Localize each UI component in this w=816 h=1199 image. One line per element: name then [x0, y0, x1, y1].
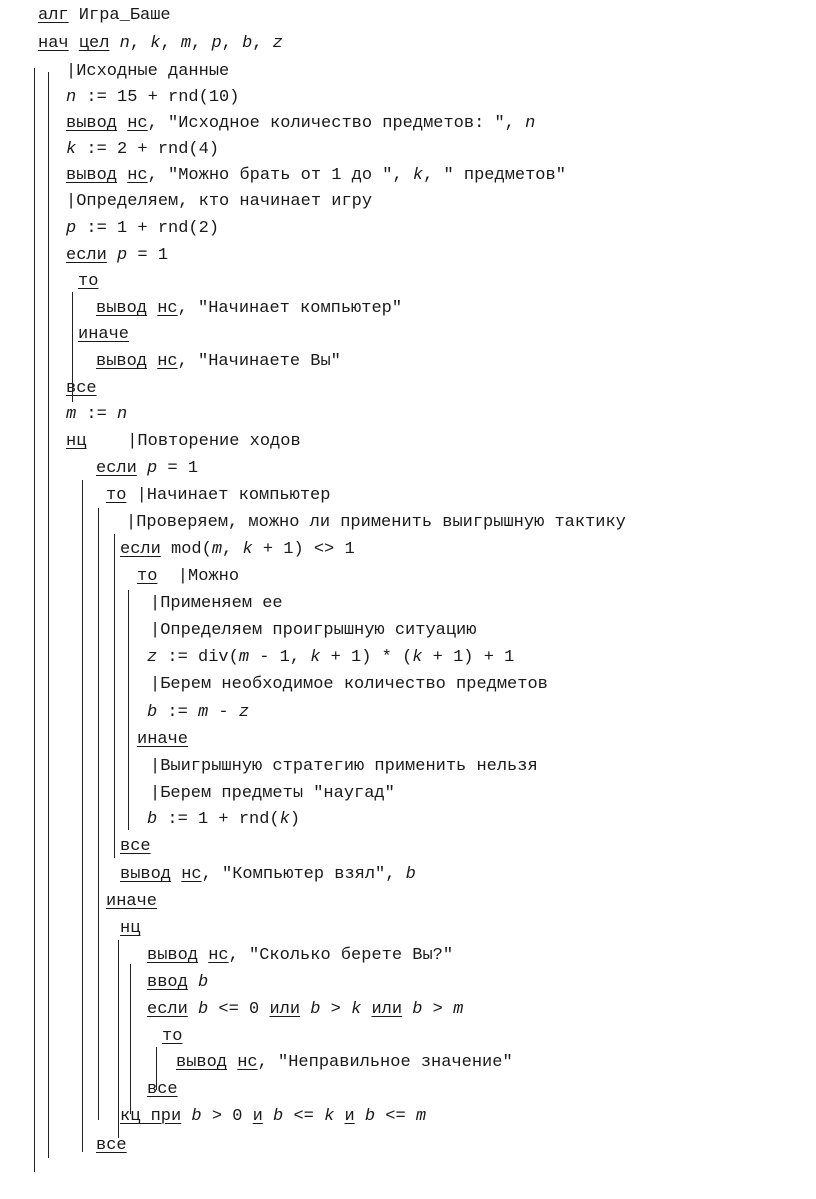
code-text: + 1) + 1 [422, 648, 515, 667]
keyword: если [147, 1000, 188, 1019]
code-text: , [252, 34, 273, 53]
code-text: <= 0 [208, 1000, 270, 1019]
variable: m [211, 540, 223, 559]
code-text: , [221, 34, 243, 53]
keyword: нс [181, 865, 202, 884]
keyword: если [66, 246, 107, 265]
block-bar [34, 68, 35, 1172]
code-text [361, 1000, 371, 1019]
code-text: + 1) * ( [320, 648, 413, 667]
code-line [137, 730, 188, 750]
block-bar [128, 590, 129, 830]
code-line [96, 1136, 127, 1156]
variable: z [272, 34, 283, 53]
code-line [150, 594, 283, 614]
keyword: алг [38, 6, 69, 25]
variable: b [310, 1000, 321, 1019]
variable: b [191, 1107, 202, 1126]
variable: n [117, 405, 128, 424]
code-line [96, 299, 402, 319]
code-text: := 1 + rnd(2) [76, 219, 220, 238]
code-line [147, 1000, 463, 1020]
code-text: , [129, 34, 151, 53]
code-text [109, 34, 119, 53]
code-text: |Берем предметы "наугад" [150, 784, 395, 803]
variable: p [147, 459, 158, 478]
code-text: |Выигрышную стратегию применить нельзя [150, 757, 538, 776]
variable: k [412, 648, 423, 667]
keyword: то [137, 567, 158, 586]
code-text [117, 114, 127, 133]
keyword: вывод [66, 166, 118, 185]
code-line [147, 946, 453, 966]
code-text: Игра_Баше [68, 6, 171, 25]
code-line [176, 1053, 513, 1073]
keyword: все [147, 1080, 178, 1099]
code-text: > [422, 1000, 454, 1019]
code-text [181, 1107, 191, 1126]
code-text: , "Начинает компьютер" [177, 299, 403, 318]
code-line [106, 486, 330, 506]
variable: b [147, 810, 158, 829]
code-line [120, 1107, 426, 1127]
variable: n [525, 114, 536, 133]
keyword: ввод [147, 973, 188, 992]
code-text: , "Исходное количество предметов: ", [147, 114, 526, 133]
code-text: > [320, 1000, 352, 1019]
code-line [106, 892, 157, 912]
keyword: все [120, 837, 151, 856]
code-line [126, 513, 626, 533]
variable: n [119, 34, 130, 53]
code-text [227, 1053, 237, 1072]
variable: m [238, 648, 250, 667]
variable: k [66, 140, 77, 159]
variable: k [351, 1000, 362, 1019]
code-text [107, 246, 117, 265]
code-text: > 0 [201, 1107, 253, 1126]
code-text: = 1 [157, 459, 199, 478]
keyword: иначе [106, 892, 158, 911]
variable: m [180, 34, 192, 53]
keyword: вывод [176, 1053, 228, 1072]
code-line [150, 675, 548, 695]
keyword: иначе [78, 325, 130, 344]
code-text [402, 1000, 412, 1019]
variable: p [66, 219, 77, 238]
code-line [150, 784, 395, 804]
code-line [120, 837, 151, 857]
code-text: <= [283, 1107, 325, 1126]
keyword: вывод [147, 946, 199, 965]
code-text: , [160, 34, 181, 53]
code-line [66, 432, 301, 452]
variable: n [66, 88, 77, 107]
block-bar [118, 940, 119, 1138]
block-bar [82, 480, 83, 1152]
code-line [147, 1080, 178, 1100]
code-text [171, 865, 181, 884]
block-bar [114, 534, 115, 858]
code-text [147, 299, 157, 318]
code-line [66, 62, 229, 82]
code-line [120, 865, 416, 885]
keyword: если [120, 540, 161, 559]
keyword: нц [66, 432, 87, 451]
code-text: |Начинает компьютер [126, 486, 331, 505]
keyword: то [162, 1027, 183, 1046]
variable: z [238, 703, 250, 722]
code-line [66, 140, 219, 160]
code-line [137, 567, 239, 587]
block-bar [98, 508, 99, 1120]
code-text: |Определяем, кто начинает игру [66, 192, 373, 211]
code-text: |Определяем проигрышную ситуацию [150, 621, 477, 640]
variable: m [66, 405, 77, 424]
code-text: |Берем необходимое количество предметов [150, 675, 548, 694]
code-text: = 1 [127, 246, 169, 265]
code-line [38, 34, 283, 54]
variable: k [412, 166, 424, 185]
code-text: |Исходные данные [66, 62, 230, 81]
keyword: если [96, 459, 137, 478]
keyword: нач [38, 34, 69, 53]
code-text: ) [289, 810, 301, 829]
code-text: , "Компьютер взял", [201, 865, 406, 884]
code-line [120, 540, 355, 560]
variable: b [412, 1000, 423, 1019]
code-line [66, 166, 566, 186]
keyword: нц [120, 919, 141, 938]
code-text: - [208, 703, 239, 722]
code-text [198, 946, 208, 965]
code-text: + 1) <> 1 [252, 540, 355, 559]
code-text: mod( [160, 540, 212, 559]
variable: b [242, 34, 253, 53]
code-text: , " предметов" [423, 166, 566, 185]
code-line [66, 114, 535, 134]
keyword: нс [157, 352, 178, 371]
keyword: то [78, 272, 99, 291]
code-line [66, 246, 168, 266]
code-text [188, 973, 198, 992]
code-text: , [191, 34, 212, 53]
keyword: нс [127, 114, 148, 133]
variable: k [279, 810, 290, 829]
code-text: := [157, 703, 199, 722]
keyword: или [371, 1000, 403, 1019]
code-line [78, 272, 98, 292]
code-text [263, 1107, 273, 1126]
code-text [188, 1000, 198, 1019]
code-text: , [222, 540, 243, 559]
keyword: вывод [66, 114, 118, 133]
keyword: цел [78, 34, 110, 53]
keyword: нс [237, 1053, 258, 1072]
block-bar [156, 1047, 157, 1090]
keyword: или [269, 1000, 301, 1019]
code-text: |Проверяем, можно ли применить выигрышную тактику [126, 513, 626, 532]
code-text: := div( [157, 648, 239, 667]
keyword: нс [208, 946, 229, 965]
code-line [66, 88, 239, 108]
keyword: вывод [96, 352, 148, 371]
block-bar [48, 72, 49, 1158]
variable: p [211, 34, 222, 53]
code-text: := 2 + rnd(4) [76, 140, 220, 159]
code-text: <= [375, 1107, 416, 1126]
code-line [150, 757, 538, 777]
variable: k [310, 648, 321, 667]
variable: m [453, 1000, 464, 1019]
code-text: := 15 + rnd(10) [76, 88, 240, 107]
block-bar [72, 292, 73, 402]
variable: k [150, 34, 161, 53]
keyword: все [96, 1136, 127, 1155]
block-bar [130, 964, 131, 1114]
code-text: , "Сколько берете Вы?" [228, 946, 454, 965]
code-line [162, 1027, 182, 1047]
code-line [96, 352, 341, 372]
code-text: - 1, [249, 648, 311, 667]
code-line [66, 379, 97, 399]
code-text [69, 34, 79, 53]
keyword: вывод [96, 299, 148, 318]
variable: p [117, 246, 128, 265]
code-text: := 1 + rnd( [157, 810, 280, 829]
code-text [334, 1107, 344, 1126]
code-text: |Применяем ее [150, 594, 283, 613]
variable: b [198, 1000, 209, 1019]
code-text [137, 459, 147, 478]
code-text: , "Начинаете Вы" [177, 352, 341, 371]
variable: k [324, 1107, 335, 1126]
code-line [66, 405, 127, 425]
keyword: и [344, 1107, 355, 1126]
code-text: := [76, 405, 118, 424]
keyword: иначе [137, 730, 189, 749]
variable: b [147, 703, 158, 722]
code-line [96, 459, 198, 479]
keyword: то [106, 486, 127, 505]
code-text: , "Неправильное значение" [257, 1053, 513, 1072]
keyword: все [66, 379, 97, 398]
code-text [300, 1000, 310, 1019]
keyword: нс [157, 299, 178, 318]
code-line [78, 325, 129, 345]
code-text [355, 1107, 365, 1126]
code-line [147, 703, 249, 723]
code-line [66, 219, 219, 239]
code-line [120, 919, 140, 939]
variable: m [198, 703, 209, 722]
code-text: , "Можно брать от 1 до ", [147, 166, 413, 185]
keyword: вывод [120, 865, 172, 884]
code-line [66, 192, 372, 212]
code-text [147, 352, 157, 371]
variable: b [273, 1107, 284, 1126]
variable: b [198, 973, 209, 992]
variable: m [415, 1107, 427, 1126]
keyword: кц при [120, 1107, 182, 1126]
variable: z [147, 648, 158, 667]
code-line [38, 6, 171, 26]
code-line [150, 621, 476, 641]
variable: b [405, 865, 416, 884]
code-text [117, 166, 127, 185]
code-text: |Повторение ходов [86, 432, 301, 451]
variable: k [242, 540, 253, 559]
code-line [147, 810, 300, 830]
code-text: |Можно [157, 567, 240, 586]
code-line [147, 648, 514, 668]
keyword: и [252, 1107, 263, 1126]
variable: b [364, 1107, 376, 1126]
keyword: нс [127, 166, 148, 185]
code-line [147, 973, 208, 993]
